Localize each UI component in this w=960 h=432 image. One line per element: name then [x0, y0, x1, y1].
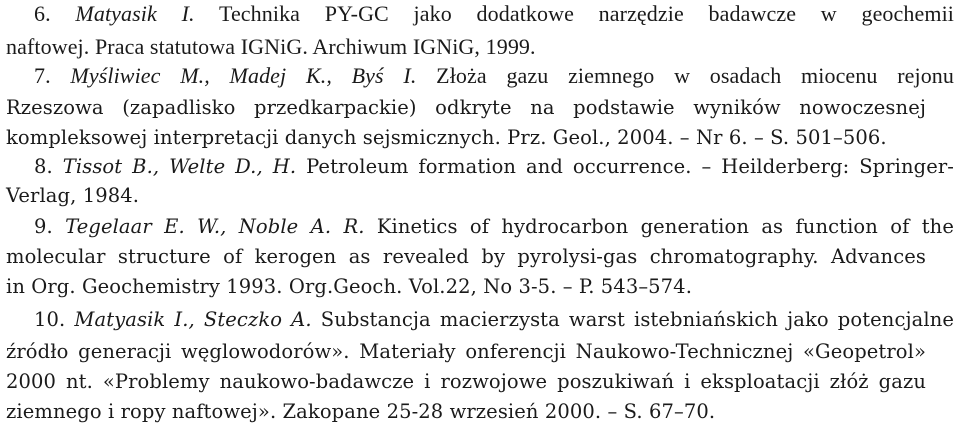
reference-10-authors: Matyasik I., Steczko A.: [74, 308, 312, 331]
reference-10-text-4: ziemnego i ropy naftowej». Zakopane 25-28 wrzesień 2000. – S. 67–70.: [6, 400, 716, 423]
reference-8-text-1: Petroleum formation and occurrence. – Heilderberg: Springer-: [306, 155, 954, 178]
reference-9-line-2: [6, 243, 926, 270]
reference-9-authors: Tegelaar E. W., Noble A. R.: [65, 215, 365, 238]
reference-9-text-1: Kinetics of hydrocarbon generation as function of the: [376, 215, 954, 238]
reference-6-text-1: Technika PY-GC jako dodatkowe narzędzie badawcze w geochemii: [218, 1, 955, 26]
reference-8-text-2: Verlag, 1984.: [6, 184, 140, 207]
reference-6-text-2: naftowej. Praca statutowa IGNiG. Archiwum IGNiG, 1999.: [6, 34, 536, 59]
reference-6-authors: Matyasik I.: [75, 1, 195, 26]
reference-8-number: 8.: [34, 155, 53, 178]
reference-10-line-1: [34, 306, 954, 333]
reference-7-line-2: [6, 94, 926, 121]
reference-7-line-3: [6, 124, 887, 151]
reference-9-line-3: [6, 273, 692, 300]
reference-9-text-3: in Org. Geochemistry 1993. Org.Geoch. Vol.22, No 3-5. – P. 543–574.: [6, 275, 692, 298]
reference-6-line-1: [34, 0, 954, 27]
reference-10-line-3: [6, 368, 926, 395]
reference-10-number: 10.: [34, 308, 66, 331]
reference-10-line-4: [6, 398, 715, 425]
reference-10-line-2: [6, 338, 926, 365]
reference-7-text-3: kompleksowej interpretacji danych sejsmicznych. Prz. Geol., 2004. – Nr 6. – S. 501–506.: [6, 126, 887, 149]
reference-8-line-2: [6, 182, 139, 209]
reference-10-text-2: źródło generacji węglowodorów». Materiały onferencji Naukowo-Technicznej «Geopetrol»: [6, 340, 926, 363]
reference-10-text-3: 2000 nt. «Problemy naukowo-badawcze i rozwojowe poszukiwań i eksploatacji złóż gazu: [6, 370, 926, 393]
reference-9-line-1: [34, 213, 954, 240]
reference-7-line-1: [34, 62, 954, 89]
reference-7-text-1: Złoża gazu ziemnego w osadach miocenu rejonu: [436, 63, 955, 88]
reference-10-text-1: Substancja macierzysta warst istebniańskich jako potencjalne: [320, 308, 954, 331]
reference-6-number: 6.: [34, 1, 51, 26]
reference-7-number: 7.: [34, 63, 51, 88]
reference-8-line-1: [34, 153, 954, 180]
reference-7-text-2: Rzeszowa (zapadlisko przedkarpackie) odkryte na podstawie wyników nowoczesnej: [6, 96, 926, 119]
reference-9-number: 9.: [34, 215, 53, 238]
reference-9-text-2: molecular structure of kerogen as revealed by pyrolysi-gas chromatography. Advances: [6, 245, 926, 268]
reference-8-authors: Tissot B., Welte D., H.: [62, 155, 297, 178]
reference-7-authors: Myśliwiec M., Madej K., Byś I.: [70, 63, 417, 88]
reference-6-line-2: [6, 33, 536, 60]
